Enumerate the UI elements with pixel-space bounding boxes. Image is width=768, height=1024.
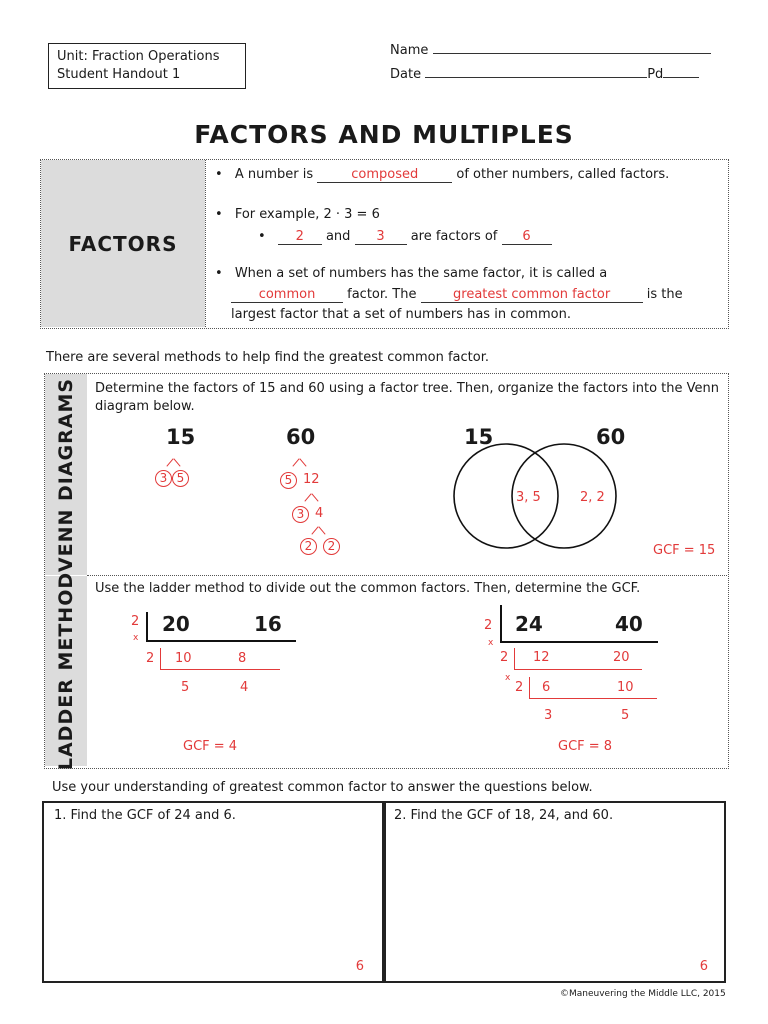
factors-bullet-3-line2: common factor. The greatest common factor is the xyxy=(231,287,683,303)
ladder-right-row3-2: 10 xyxy=(617,680,634,695)
pd-field[interactable] xyxy=(663,77,699,78)
ladder-left-row3-1: 5 xyxy=(181,680,190,695)
tree2-root: 60 xyxy=(286,425,316,449)
ladder-right-divisor-3: 2 xyxy=(515,680,524,695)
factors-bullet-3-line3: largest factor that a set of numbers has in common. xyxy=(231,307,571,322)
questions-intro: Use your understanding of greatest common factor to answer the questions below. xyxy=(52,780,593,795)
ladder-label-panel xyxy=(45,571,87,771)
ladder-label: LADDER METHOD xyxy=(55,571,77,771)
tree1-root: 15 xyxy=(166,425,196,449)
answer-common: common xyxy=(231,287,343,303)
ladder-left-top-1: 20 xyxy=(162,612,190,636)
question-1-box[interactable] xyxy=(42,801,384,983)
factors-sub-bullet: • 2 and 3 are factors of 6 xyxy=(258,229,552,245)
ladder-right-divisor-1: 2 xyxy=(484,618,493,633)
ladder-right-row4-1: 3 xyxy=(544,708,553,723)
ladder-left-row2-1: 10 xyxy=(175,651,192,666)
factors-bullet-2: • For example, 2 · 3 = 6 xyxy=(215,207,380,222)
ladder-right-top-2: 40 xyxy=(615,612,643,636)
factors-label: FACTORS xyxy=(68,231,178,256)
venn-instructions: Determine the factors of 15 and 60 using a factor tree. Then, organize the factors into the Venn diagram below. xyxy=(95,381,719,414)
venn-circle-15 xyxy=(454,444,558,548)
answer-3: 3 xyxy=(355,229,407,245)
name-label: Name xyxy=(390,43,429,58)
methods-intro: There are several methods to help find the greatest common factor. xyxy=(46,350,489,365)
ladder-left-divisor-2: 2 xyxy=(146,651,155,666)
venn-label-panel xyxy=(45,374,87,575)
ladder-left-times: x xyxy=(133,633,139,643)
tree1-leaf-3: 3 xyxy=(155,470,172,487)
tree2-prime-2a: 2 xyxy=(300,538,317,555)
venn-label-60: 60 xyxy=(596,425,626,449)
question-2-text: 2. Find the GCF of 18, 24, and 60. xyxy=(394,808,614,823)
answer-6: 6 xyxy=(502,229,552,245)
answer-2: 2 xyxy=(278,229,322,245)
copyright-footer: ©Maneuvering the Middle LLC, 2015 xyxy=(560,989,726,999)
ladder-right-gcf: GCF = 8 xyxy=(558,739,613,754)
unit-line: Unit: Fraction Operations xyxy=(57,49,220,64)
ladder-right-row3-1: 6 xyxy=(542,680,551,695)
factors-label-panel xyxy=(41,160,205,327)
date-label: Date xyxy=(390,67,422,82)
ladder-instructions: Use the ladder method to divide out the common factors. Then, determine the GCF. xyxy=(95,581,641,596)
factors-bullet-3: • When a set of numbers has the same factor, it is called a xyxy=(215,266,607,281)
tree2-prime-3: 3 xyxy=(292,506,309,523)
answer-gcf: greatest common factor xyxy=(421,287,643,303)
unit-info-box xyxy=(48,43,246,89)
ladder-right-times-1: x xyxy=(488,638,494,648)
ladder-left-row3-2: 4 xyxy=(240,680,249,695)
pd-label: Pd xyxy=(647,67,664,82)
ladder-right-row2-1: 12 xyxy=(533,650,550,665)
ladder-right-divisor-2: 2 xyxy=(500,650,509,665)
ladder-left-gcf: GCF = 4 xyxy=(183,739,238,754)
ladder-right-row4-2: 5 xyxy=(621,708,630,723)
venn-right-values: 2, 2 xyxy=(580,490,605,505)
name-row xyxy=(390,43,711,58)
question-2-answer: 6 xyxy=(699,959,708,974)
question-1-text: 1. Find the GCF of 24 and 6. xyxy=(54,808,236,823)
page-title: FACTORS AND MULTIPLES xyxy=(194,120,574,149)
venn-label: VENN DIAGRAMS xyxy=(55,377,78,572)
venn-label-15: 15 xyxy=(464,425,494,449)
venn-overlap-values: 3, 5 xyxy=(516,490,541,505)
tree2-composite-4: 4 xyxy=(315,506,324,521)
answer-composed: composed xyxy=(317,167,452,183)
name-field[interactable] xyxy=(433,53,711,54)
ladder-left-row2-2: 8 xyxy=(238,651,247,666)
tree2-prime-2b: 2 xyxy=(323,538,340,555)
date-field[interactable] xyxy=(425,77,647,78)
ladder-right-row2-2: 20 xyxy=(613,650,630,665)
handout-line: Student Handout 1 xyxy=(57,67,181,82)
tree2-prime-5: 5 xyxy=(280,472,297,489)
question-2-box[interactable] xyxy=(384,801,726,983)
tree1-leaf-5: 5 xyxy=(172,470,189,487)
date-row xyxy=(390,67,699,82)
venn-gcf: GCF = 15 xyxy=(653,543,716,558)
ladder-right-top-1: 24 xyxy=(515,612,543,636)
question-1-answer: 6 xyxy=(355,959,364,974)
ladder-right-times-2: x xyxy=(505,673,511,683)
factors-bullet-1: • A number is composed of other numbers, called factors. xyxy=(215,167,669,183)
tree2-composite-12: 12 xyxy=(303,472,320,487)
ladder-left-top-2: 16 xyxy=(254,612,282,636)
ladder-left-divisor-1: 2 xyxy=(131,614,140,629)
